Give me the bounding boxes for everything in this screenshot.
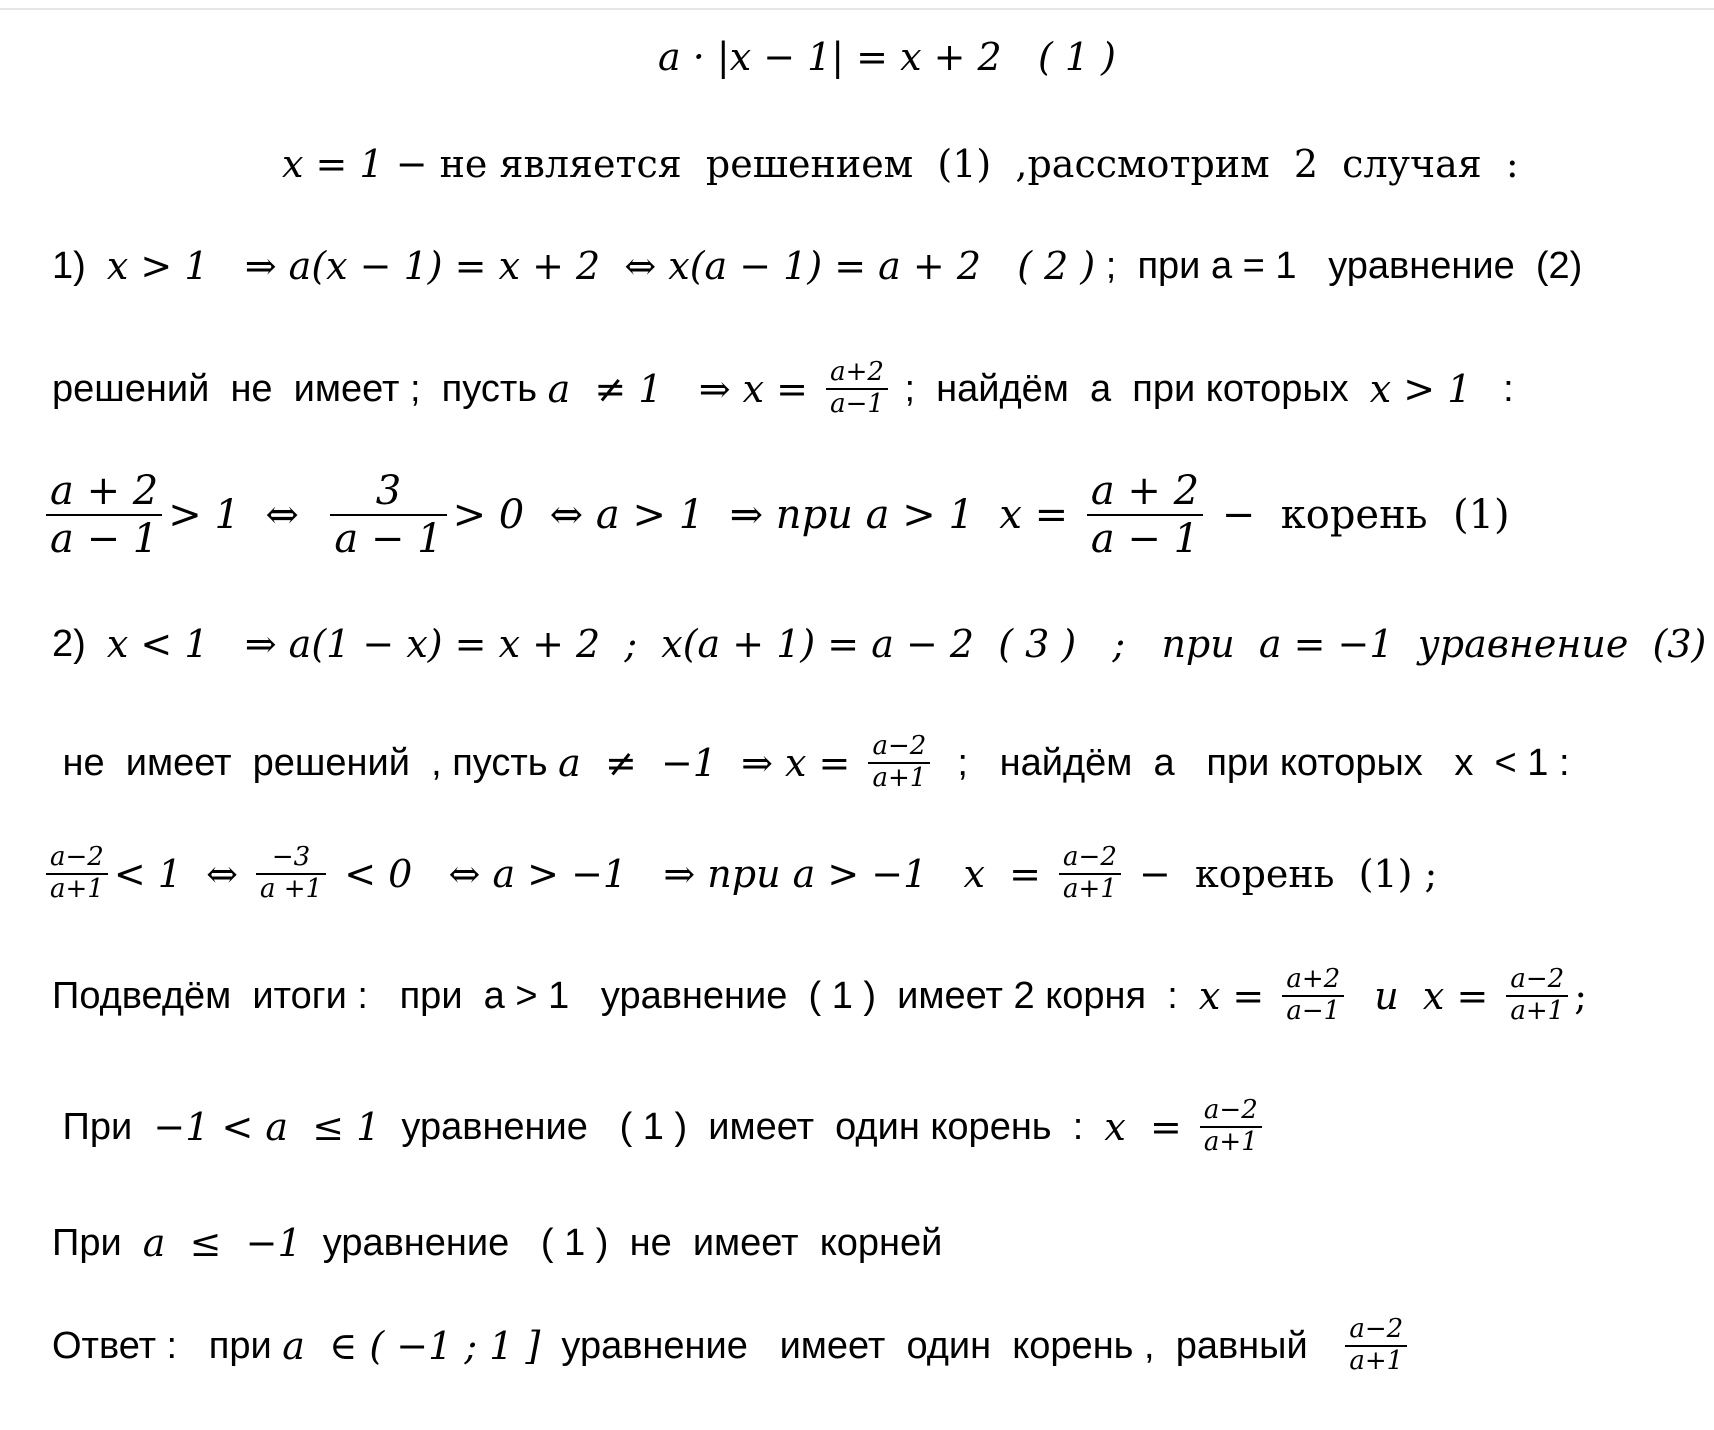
math: > 1 ⇔ [168, 492, 325, 538]
text: : [1471, 367, 1514, 410]
case-2-math: x < 1 ⇒ a(1 − x) = x + 2 ; x(a + 1) = a − 2 ( 3 ) ; при a = −1 уравнение (3) [106, 622, 1707, 666]
fraction-numerator: 3 [375, 468, 402, 514]
text: − корень (1) ; [1126, 851, 1438, 896]
fraction-numerator: a + 2 [50, 468, 159, 514]
text: ; найдём а при которых х < 1 : [936, 741, 1570, 784]
text: не имеет решений , пусть [52, 741, 559, 784]
text: ; найдём а при которых [893, 367, 1370, 410]
case-2-line [52, 622, 1707, 666]
text: решений не имеет ; пусть [52, 367, 548, 410]
math: a ≤ −1 [142, 1221, 302, 1265]
fraction-3-over-a-minus-1 [330, 468, 446, 562]
fraction-denominator: a+1 [1510, 995, 1565, 1026]
summary-line-3 [52, 1221, 943, 1265]
fraction-denominator: a+1 [1349, 1345, 1404, 1376]
fraction-denominator: a+1 [1063, 873, 1117, 904]
case-1-math: x > 1 ⇒ a(x − 1) = x + 2 ⇔ x(a − 1) = a + 2 ( 2 ) [106, 244, 1096, 288]
summary-line-2 [52, 1096, 1268, 1158]
fraction-denominator: a−1 [1286, 995, 1341, 1026]
summary-line-1 [52, 965, 1587, 1027]
fraction-denominator: a − 1 [1090, 516, 1200, 562]
text: ; [1574, 973, 1587, 1018]
fraction-numerator: a−2 [50, 842, 104, 872]
text: Подведём итоги : при а > 1 уравнение ( 1 ) имеет 2 корня : [52, 974, 1199, 1017]
line-x-not-solution [282, 142, 1519, 186]
fraction-denominator: a+1 [50, 873, 104, 904]
fraction-a-plus-2-over-a-minus-1 [1087, 468, 1203, 562]
fraction-a-minus-2-over-a-plus-1 [46, 843, 108, 905]
top-divider [0, 8, 1714, 10]
fraction-numerator: a+2 [830, 357, 884, 387]
text: уравнение ( 1 ) не имеет корней [301, 1222, 943, 1264]
math: x > 1 [1369, 366, 1472, 411]
math: x = [1198, 973, 1277, 1018]
fraction-a-minus-2-over-a-plus-1 [868, 732, 930, 794]
math: a ∈ ( −1 ; 1 ] [282, 1323, 541, 1368]
math: и x = [1350, 973, 1501, 1018]
answer-line [52, 1315, 1413, 1377]
inequality-line-1 [46, 468, 1510, 562]
case-1-line [52, 244, 1583, 288]
text: При [52, 1222, 143, 1264]
fraction-a-minus-2-over-a-plus-1 [1200, 1096, 1262, 1158]
fraction-numerator: a−2 [1510, 964, 1565, 994]
fraction-a-plus-2-over-a-minus-1 [1282, 965, 1344, 1027]
fraction-numerator: −3 [271, 842, 311, 872]
math: −1 < a ≤ 1 [153, 1104, 381, 1149]
math: a ≠ 1 ⇒ x = [547, 366, 821, 411]
math: x = [1104, 1104, 1194, 1149]
fraction-denominator: a − 1 [334, 516, 443, 562]
case-2-no-solutions-line [52, 732, 1570, 794]
fraction-numerator: a−2 [872, 731, 927, 761]
fraction-a-minus-2-over-a-plus-1 [1059, 843, 1121, 905]
text: Ответ : при [52, 1324, 283, 1367]
math: < 0 ⇔ a > −1 ⇒ при a > −1 x = [332, 851, 1054, 896]
fraction-a-plus-2-over-a-minus-1 [826, 358, 888, 420]
case-1-label: 1) [52, 245, 107, 287]
fraction-numerator: a+2 [1286, 964, 1341, 994]
equation-1 [658, 35, 1116, 79]
text: При [52, 1105, 154, 1148]
text: уравнение имеет один корень , равный [540, 1324, 1340, 1367]
fraction-numerator: a−2 [1349, 1314, 1404, 1344]
fraction-numerator: a−2 [1203, 1095, 1258, 1125]
fraction-denominator: a+1 [1203, 1126, 1258, 1157]
math: > 0 ⇔ a > 1 ⇒ при a > 1 x = [452, 492, 1081, 538]
fraction-denominator: a−1 [830, 388, 884, 419]
fraction-minus-3-over-a-plus-1 [256, 843, 326, 905]
fraction-a-plus-2-over-a-minus-1 [46, 468, 162, 562]
fraction-numerator: a−2 [1063, 842, 1117, 872]
fraction-denominator: a +1 [260, 873, 323, 904]
math: a ≠ −1 ⇒ x = [558, 740, 863, 785]
fraction-denominator: a − 1 [50, 516, 159, 562]
case-1-text: ; при а = 1 уравнение (2) [1095, 245, 1583, 287]
fraction-numerator: a + 2 [1090, 468, 1200, 514]
inequality-line-2 [46, 843, 1437, 905]
text-consider-cases: − не является решением (1) ,рассмотрим 2 случая : [383, 142, 1519, 186]
text: − корень (1) [1209, 492, 1510, 538]
equation-1-text: a · |x − 1| = x + 2 ( 1 ) [658, 35, 1116, 79]
fraction-denominator: a+1 [872, 762, 927, 793]
fraction-a-minus-2-over-a-plus-1 [1345, 1315, 1407, 1377]
text: уравнение ( 1 ) имеет один корень : [380, 1105, 1105, 1148]
math-x-eq-1: x = 1 [282, 142, 384, 186]
case-1-no-solutions-line [52, 358, 1514, 420]
fraction-a-minus-2-over-a-plus-1 [1506, 965, 1568, 1027]
case-2-label: 2) [52, 623, 107, 665]
math: < 1 ⇔ [113, 851, 251, 896]
